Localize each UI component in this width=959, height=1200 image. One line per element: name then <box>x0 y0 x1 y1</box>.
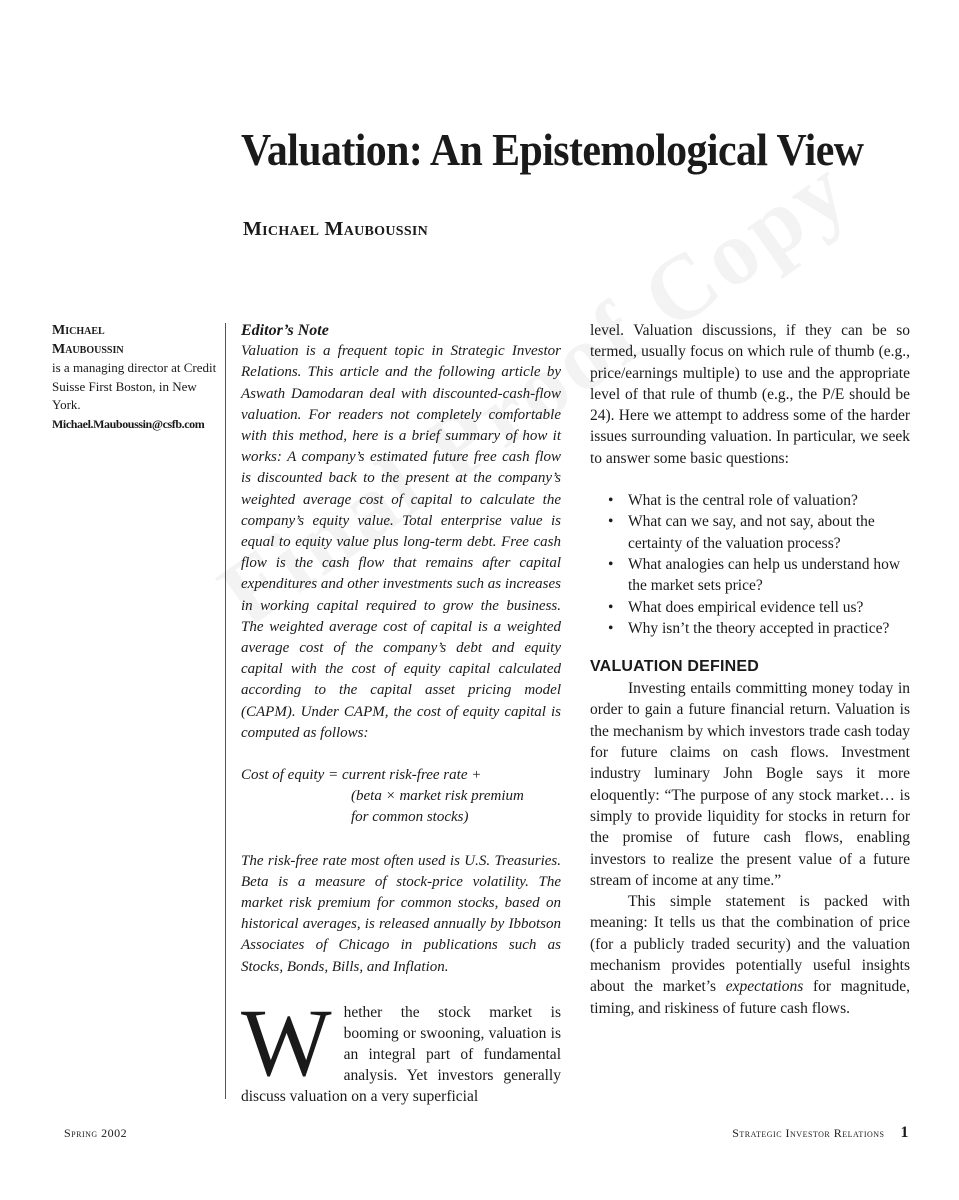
list-item: • What is the central role of valuation? <box>608 490 910 511</box>
author-bio <box>52 322 217 433</box>
list-item: • What can we say, and not say, about the certainty of the valuation process? <box>608 513 875 552</box>
bullet-icon: • <box>608 598 614 616</box>
emphasis-expectations: expectations <box>725 978 804 996</box>
intro-text: hether the stock market is booming or swooning, valuation is an integral part of fundamental analysis. Yet investors generally discuss valuation on a very superficial <box>241 1003 561 1105</box>
bullet-icon: • <box>608 492 614 510</box>
column-divider <box>225 323 226 1099</box>
paragraph-2: Investing entails committing money today in order to gain a future financial return. Valuation is the mechanism by which investors trade cash today for future claims on cash flows. Investment industry luminary John Bogle says it more eloquently: “The purpose of any stock market… is simply to provide liquidity for stocks in return for the promise of future cash flows, enabling investors to realize the present value of a future stream of income at any time.” <box>590 680 910 889</box>
question-list <box>590 490 910 639</box>
list-item: • What does empirical evidence tell us? <box>608 597 910 618</box>
intro-paragraph <box>241 988 561 1107</box>
editors-note-heading: Editor’s Note <box>241 322 329 339</box>
article-author: Michael Mauboussin <box>243 218 429 240</box>
bullet-icon: • <box>608 619 614 637</box>
bullet-icon: • <box>608 513 614 531</box>
cost-of-equity-formula <box>241 765 561 829</box>
footer-journal-name: Strategic Investor Relations <box>732 1126 885 1140</box>
editors-note-body-2: The risk-free rate most often used is U.S. Treasuries. Beta is a measure of stock-price volatility. The market risk premium for common stocks, based on historical averages, is released annually by Ibbotson Associates of Chicago in publications such as Stocks, Bonds, Bills, and Inflation. <box>241 852 561 975</box>
bio-text: is a managing director at Credit Suisse First Boston, in New York. <box>52 360 217 412</box>
article-title: Valuation: An Epistemological View <box>241 125 864 175</box>
footer-journal <box>732 1124 909 1142</box>
drop-cap: W <box>241 988 332 1096</box>
bio-email[interactable]: Michael.Mauboussin@csfb.com <box>52 416 205 431</box>
formula-line-3: for common stocks) <box>351 809 469 826</box>
bullet-icon: • <box>608 555 614 573</box>
page-number: 1 <box>900 1124 909 1141</box>
left-column <box>241 320 561 1107</box>
paragraph-3: This simple statement is packed with meaning: It tells us that the combination of price (for a publicly traded security) and the valuation mechanism provides potentially useful insights about the market’s expectations for magnitude, timing, and riskiness of future cash flows. <box>590 893 910 1017</box>
footer-issue: Spring 2002 <box>64 1126 128 1140</box>
list-item: • What analogies can help us understand how the market sets price? <box>608 555 901 595</box>
formula-line-2: (beta × market risk premium <box>351 788 524 805</box>
bio-name: Michael Mauboussin <box>52 323 124 357</box>
paragraph-1: level. Valuation discussions, if they can be so termed, usually focus on which rule of thumb (e.g., price/earnings multiple) to use and the appropriate level of that rule of thumb (e.g., the P/E should be 24). Here we attempt to address some of the harder issues surrounding valuation. In particular, we seek to answer some basic questions: <box>590 322 910 467</box>
right-column <box>590 320 910 1019</box>
section-heading: VALUATION DEFINED <box>590 658 760 676</box>
list-item: • Why isn’t the theory accepted in practice? <box>608 618 910 639</box>
editors-note-body: Valuation is a frequent topic in Strategic Investor Relations. This article and the following article by Aswath Damodaran deal with discounted-cash-flow valuation. For readers not completely comfortable with this method, here is a brief summary of how it works: A company’s estimated future free cash flow is discounted back to the present at the company’s weighted average cost of capital to calculate the company’s equity value. Total enterprise value is equal to equity value plus long-term debt. Free cash flow is the cash flow that remains after capital expenditures and other investments such as increases in working capital required to grow the business. The weighted average cost of capital is a weighted average cost of the company’s debt and equity capital with the cost of equity capital calculated according to the capital asset pricing model (CAPM). Under CAPM, the cost of equity capital is computed as follows: <box>241 343 561 741</box>
formula-line-1: Cost of equity = current risk-free rate + <box>241 767 482 784</box>
